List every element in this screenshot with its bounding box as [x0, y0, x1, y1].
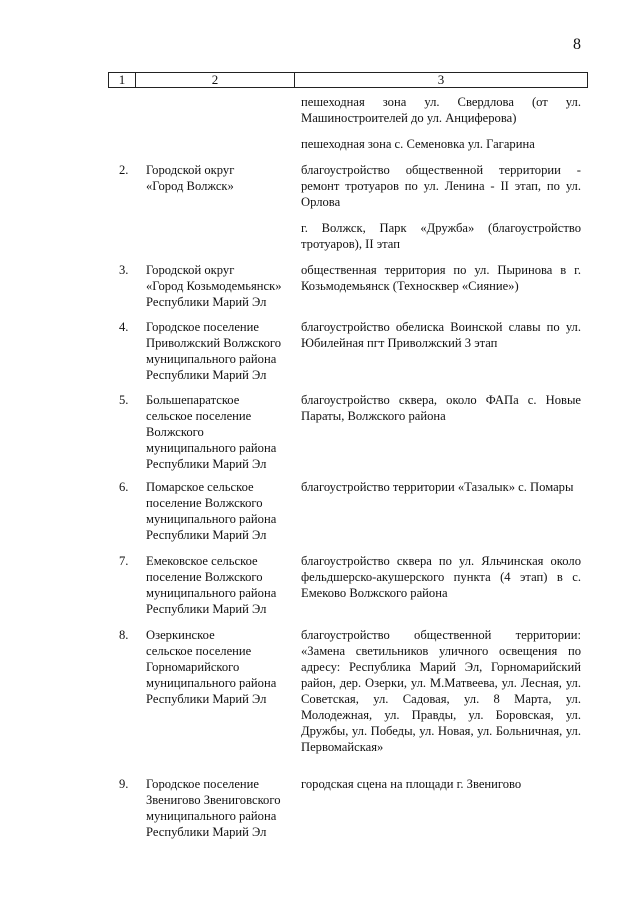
municipality-cell: Городское поселение Звенигово Звениговского муниципального района Республики Марий Эл [146, 777, 281, 839]
object-item: пешеходная зона с. Семеновка ул. Гагарина [301, 137, 535, 151]
object-cell [301, 262, 581, 294]
object-item: благоустройство общественной территории - ремонт тротуаров по ул. Ленина - II этап, по ул. Орлова [301, 163, 581, 209]
object-item: благоустройство обелиска Воинской славы по ул. Юбилейная пгт Приволжский 3 этап [301, 320, 581, 350]
object-item: пешеходная зона ул. Свердлова (от ул. Машиностроителей до ул. Анциферова) [301, 95, 581, 125]
municipality-cell: Городской округ «Город Волжск» [146, 163, 235, 193]
row-number: 6. [119, 480, 129, 494]
row-number: 3. [119, 263, 129, 277]
column-header-1: 1 [109, 73, 136, 88]
object-item: г. Волжск, Парк «Дружба» (благоустройство тротуаров), II этап [301, 221, 581, 251]
municipality-cell: Озеркинское сельское поселение Горномарийского муниципального района Республики Марий Эл [146, 628, 277, 706]
object-cell [301, 627, 581, 755]
object-item: благоустройство сквера, около ФАПа с. Новые Параты, Волжского района [301, 393, 581, 423]
object-cell [301, 776, 581, 792]
object-cell [301, 319, 581, 351]
municipality-cell: Городское поселение Приволжский Волжского муниципального района Республики Марий Эл [146, 320, 282, 382]
object-cell [301, 94, 581, 152]
municipality-cell: Емековское сельское поселение Волжского муниципального района Республики Марий Эл [146, 554, 277, 616]
row-number: 7. [119, 554, 129, 568]
object-item: общественная территория по ул. Пыринова в г. Козьмодемьянск (Техносквер «Сияние») [301, 263, 581, 293]
row-number: 8. [119, 628, 129, 642]
row-number: 9. [119, 777, 129, 791]
object-item: благоустройство общественной территории: «Замена светильников уличного освещения по адресу: Республика Марий Эл, Горномарийский район, дер. Озерки, ул. М.Матвеева, ул. Лесная, ул. Советская, ул. Садовая, ул. 8 Марта, ул. Молодежная, ул. Правды, ул. Боровская, ул. Дружбы, ул. Победы, ул. Новая, ул. Больничная, ул. Первомайская» [301, 628, 581, 754]
row-number: 4. [119, 320, 129, 334]
municipality-cell: Городской округ «Город Козьмодемьянск» Республики Марий Эл [146, 263, 282, 309]
object-cell [301, 553, 581, 601]
object-cell [301, 479, 581, 495]
municipality-cell: Большепаратское сельское поселение Волжского муниципального района Республики Марий Эл [146, 393, 277, 471]
page-number: 8 [573, 36, 581, 53]
column-header-3: 3 [295, 73, 588, 88]
object-cell [301, 162, 581, 252]
object-cell [301, 392, 581, 424]
row-number: 5. [119, 393, 129, 407]
object-item: городская сцена на площади г. Звенигово [301, 777, 522, 791]
column-header-table [108, 72, 588, 88]
object-item: благоустройство сквера по ул. Яльчинская около фельдшерско-акушерского пункта (4 этап) в с. Емеково Волжского района [301, 554, 581, 600]
row-number: 2. [119, 163, 129, 177]
municipality-cell: Помарское сельское поселение Волжского муниципального района Республики Марий Эл [146, 480, 277, 542]
object-item: благоустройство территории «Тазалык» с. Помары [301, 480, 574, 494]
column-header-2: 2 [136, 73, 295, 88]
